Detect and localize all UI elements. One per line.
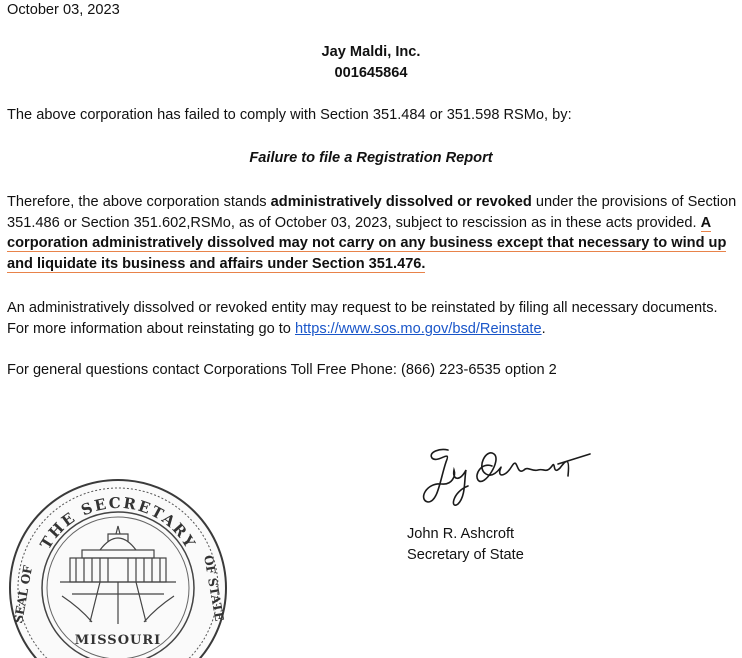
failure-reason: Failure to file a Registration Report <box>249 150 493 166</box>
corporation-number: 001645864 <box>334 65 408 81</box>
seal-top-text: THE SECRETARY <box>36 493 200 553</box>
reinstate-link[interactable]: https://www.sos.mo.gov/bsd/Reinstate <box>294 321 542 337</box>
signer-name: John R. Ashcroft <box>407 526 515 542</box>
dissolution-paragraph <box>7 192 742 274</box>
contact-paragraph: For general questions contact Corporations Toll Free Phone: (866) 223-6535 option 2 <box>7 362 557 378</box>
reinstate-text: An administratively dissolved or revoked entity may request to be reinstated by filing all necessary documents. For more information about reinstating go to <box>7 300 718 337</box>
seal-bottom-text: MISSOURI <box>74 633 162 648</box>
signature-image <box>420 440 610 512</box>
missouri-state-seal <box>0 446 232 658</box>
business-restriction-notice: A corporation administratively dissolved may not carry on any business except that necessary to wind up and liquidate its business and affairs under Section 351.476. <box>7 214 727 272</box>
seal-right-text: OF STATE <box>201 554 227 623</box>
signer-block <box>407 524 524 566</box>
intro-paragraph: The above corporation has failed to comply with Section 351.484 or 351.598 RSMo, by: <box>7 107 572 123</box>
dissolution-status: administratively dissolved or revoked <box>270 194 532 210</box>
signer-title: Secretary of State <box>407 547 524 563</box>
letter-date: October 03, 2023 <box>7 2 120 18</box>
seal-left-text: SEAL OF <box>11 564 36 625</box>
corporation-name: Jay Maldi, Inc. <box>321 44 421 60</box>
reinstate-paragraph <box>7 298 742 340</box>
dissolution-text-middle: under the provisions of Section 351.486 or Section 351.602,RSMo, as of October 03, 2023, subject to rescission as in these acts provided. <box>7 194 737 231</box>
reinstate-text-end: . <box>541 321 546 337</box>
dissolution-text-start: Therefore, the above corporation stands <box>7 194 271 210</box>
